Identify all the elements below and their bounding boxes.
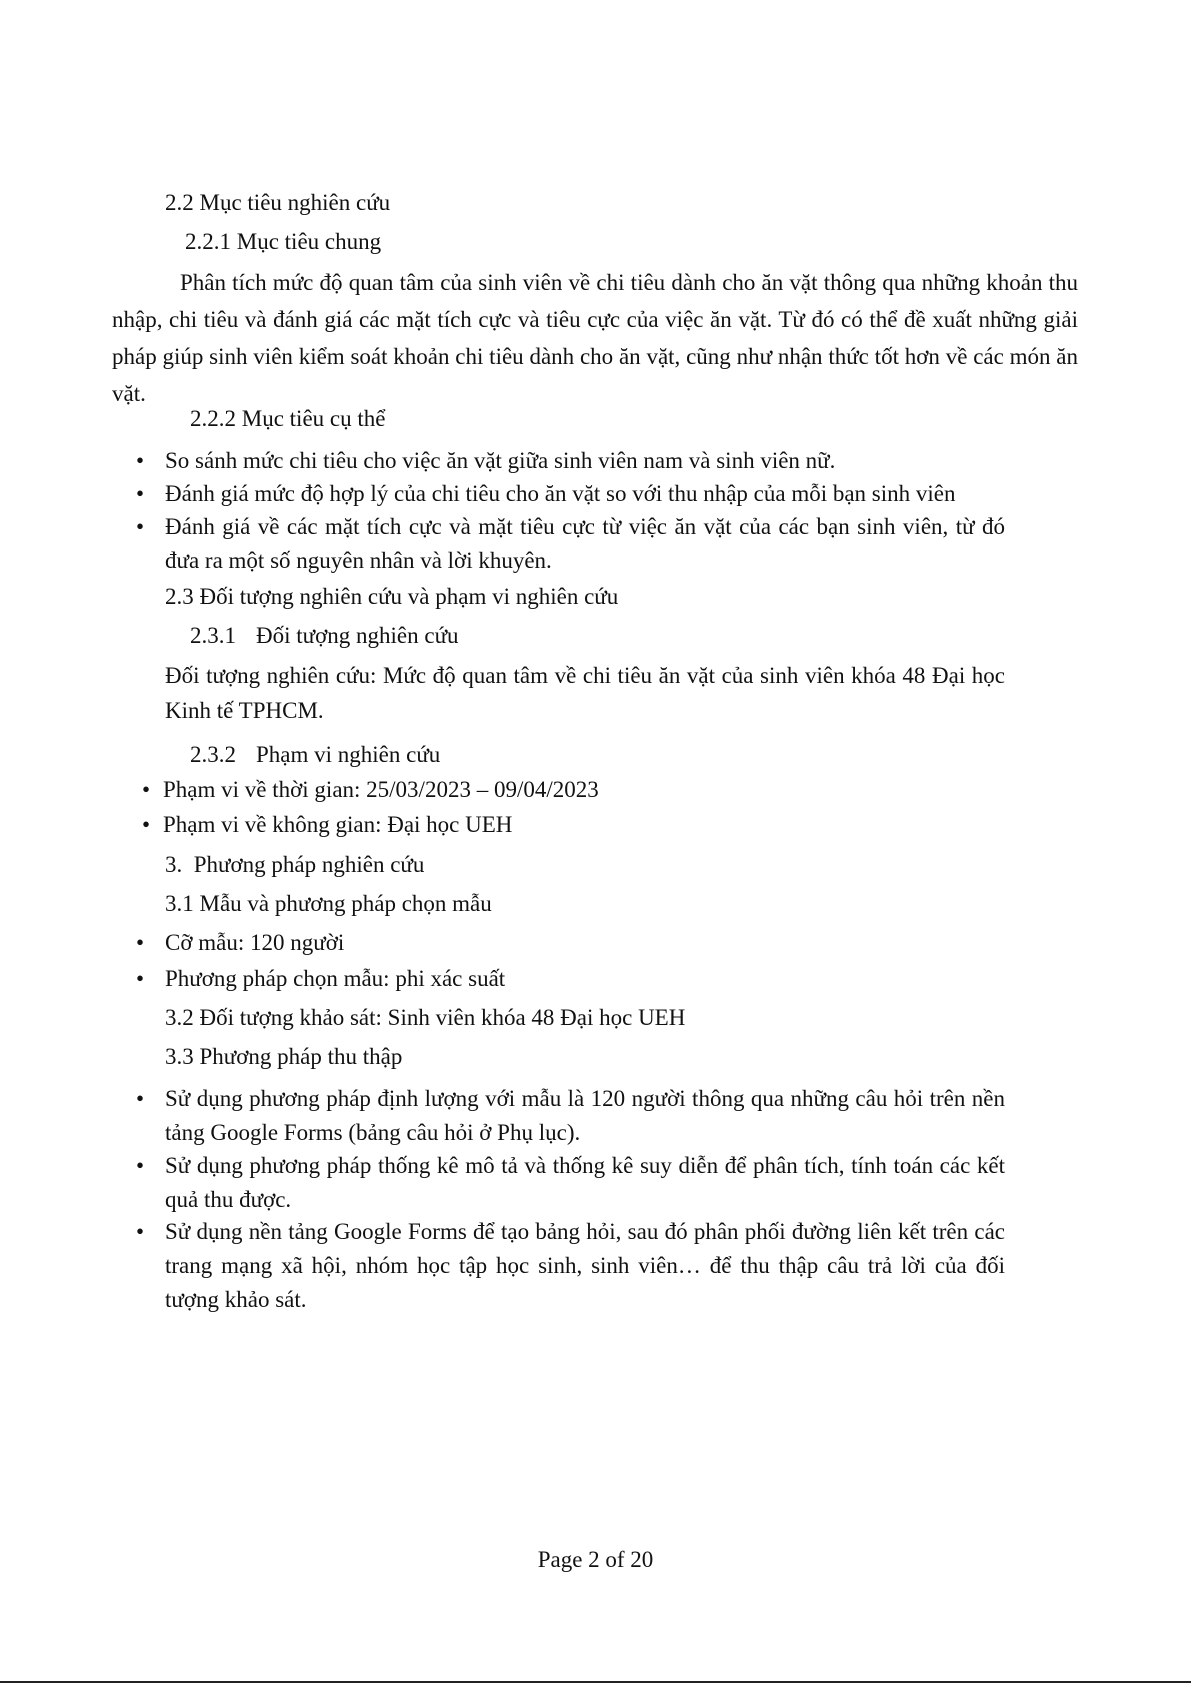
method-item: Sử dụng phương pháp định lượng với mẫu là 120 người thông qua những câu hỏi trên nền tảng Google Forms (bảng câu hỏi ở Phụ lục). bbox=[165, 1086, 1005, 1145]
heading-3: 3. Phương pháp nghiên cứu bbox=[165, 852, 425, 877]
sample-item: Cỡ mẫu: 120 người bbox=[165, 930, 345, 955]
method-item: Sử dụng phương pháp thống kê mô tả và thống kê suy diễn để phân tích, tính toán các kết quả thu được. bbox=[165, 1153, 1005, 1212]
bullet-marker: • bbox=[135, 448, 145, 473]
bottom-rule bbox=[0, 1681, 1191, 1683]
heading-2-3-1-text: Đối tượng nghiên cứu bbox=[256, 623, 459, 648]
heading-2-3-2-text: Phạm vi nghiên cứu bbox=[256, 742, 441, 767]
objective-item: Đánh giá mức độ hợp lý của chi tiêu cho ăn vặt so với thu nhập của mỗi bạn sinh viên bbox=[165, 481, 956, 506]
paragraph-research-subject: Đối tượng nghiên cứu: Mức độ quan tâm về chi tiêu ăn vặt của sinh viên khóa 48 Đại học Kinh tế TPHCM. bbox=[165, 663, 1005, 723]
scope-item: Phạm vi về thời gian: 25/03/2023 – 09/04/2023 bbox=[163, 777, 599, 802]
heading-2-2-2: 2.2.2 Mục tiêu cụ thể bbox=[190, 406, 386, 431]
heading-2-3-1-number: 2.3.1 bbox=[190, 623, 236, 648]
objective-item: Đánh giá về các mặt tích cực và mặt tiêu cực từ việc ăn vặt của các bạn sinh viên, từ đó đưa ra một số nguyên nhân và lời khuyên. bbox=[165, 514, 1005, 573]
bullet-marker: • bbox=[135, 1153, 145, 1178]
bullet-marker: • bbox=[135, 966, 145, 991]
bullet-marker: • bbox=[141, 777, 151, 802]
heading-3-3: 3.3 Phương pháp thu thập bbox=[165, 1044, 403, 1069]
heading-2-3-2-number: 2.3.2 bbox=[190, 742, 236, 767]
heading-3-1: 3.1 Mẫu và phương pháp chọn mẫu bbox=[165, 891, 492, 916]
heading-2-3-2 bbox=[190, 738, 440, 772]
sample-item: Phương pháp chọn mẫu: phi xác suất bbox=[165, 966, 506, 991]
paragraph-general-objective-text: Phân tích mức độ quan tâm của sinh viên về chi tiêu dành cho ăn vặt thông qua những khoản thu nhập, chi tiêu và đánh giá các mặt tích cực và tiêu cực của việc ăn vặt. Từ đó có thể đề xuất những giải pháp giúp sinh viên kiểm soát khoản chi tiêu dành cho ăn vặt, cũng như nhận thức tốt hơn về các món ăn vặt. bbox=[112, 270, 1078, 406]
page-footer: Page 2 of 20 bbox=[537, 1547, 654, 1572]
heading-2-2-1: 2.2.1 Mục tiêu chung bbox=[185, 229, 382, 254]
bullet-marker: • bbox=[135, 930, 145, 955]
bullet-marker: • bbox=[135, 1086, 145, 1111]
bullet-marker: • bbox=[135, 1219, 145, 1244]
bullet-marker: • bbox=[135, 481, 145, 506]
heading-2-2: 2.2 Mục tiêu nghiên cứu bbox=[165, 190, 391, 215]
heading-3-2: 3.2 Đối tượng khảo sát: Sinh viên khóa 48 Đại học UEH bbox=[165, 1005, 686, 1030]
paragraph-general-objective bbox=[112, 264, 1078, 412]
bullet-marker: • bbox=[141, 812, 151, 837]
heading-2-3: 2.3 Đối tượng nghiên cứu và phạm vi nghiên cứu bbox=[165, 584, 619, 609]
bullet-marker: • bbox=[135, 514, 145, 539]
objective-item: So sánh mức chi tiêu cho việc ăn vặt giữa sinh viên nam và sinh viên nữ. bbox=[165, 448, 836, 473]
scope-item: Phạm vi về không gian: Đại học UEH bbox=[163, 812, 513, 837]
method-item: Sử dụng nền tảng Google Forms để tạo bảng hỏi, sau đó phân phối đường liên kết trên các trang mạng xã hội, nhóm học tập học sinh, sinh viên… để thu thập câu trả lời của đối tượng khảo sát. bbox=[165, 1219, 1005, 1312]
heading-2-3-1 bbox=[190, 619, 459, 653]
